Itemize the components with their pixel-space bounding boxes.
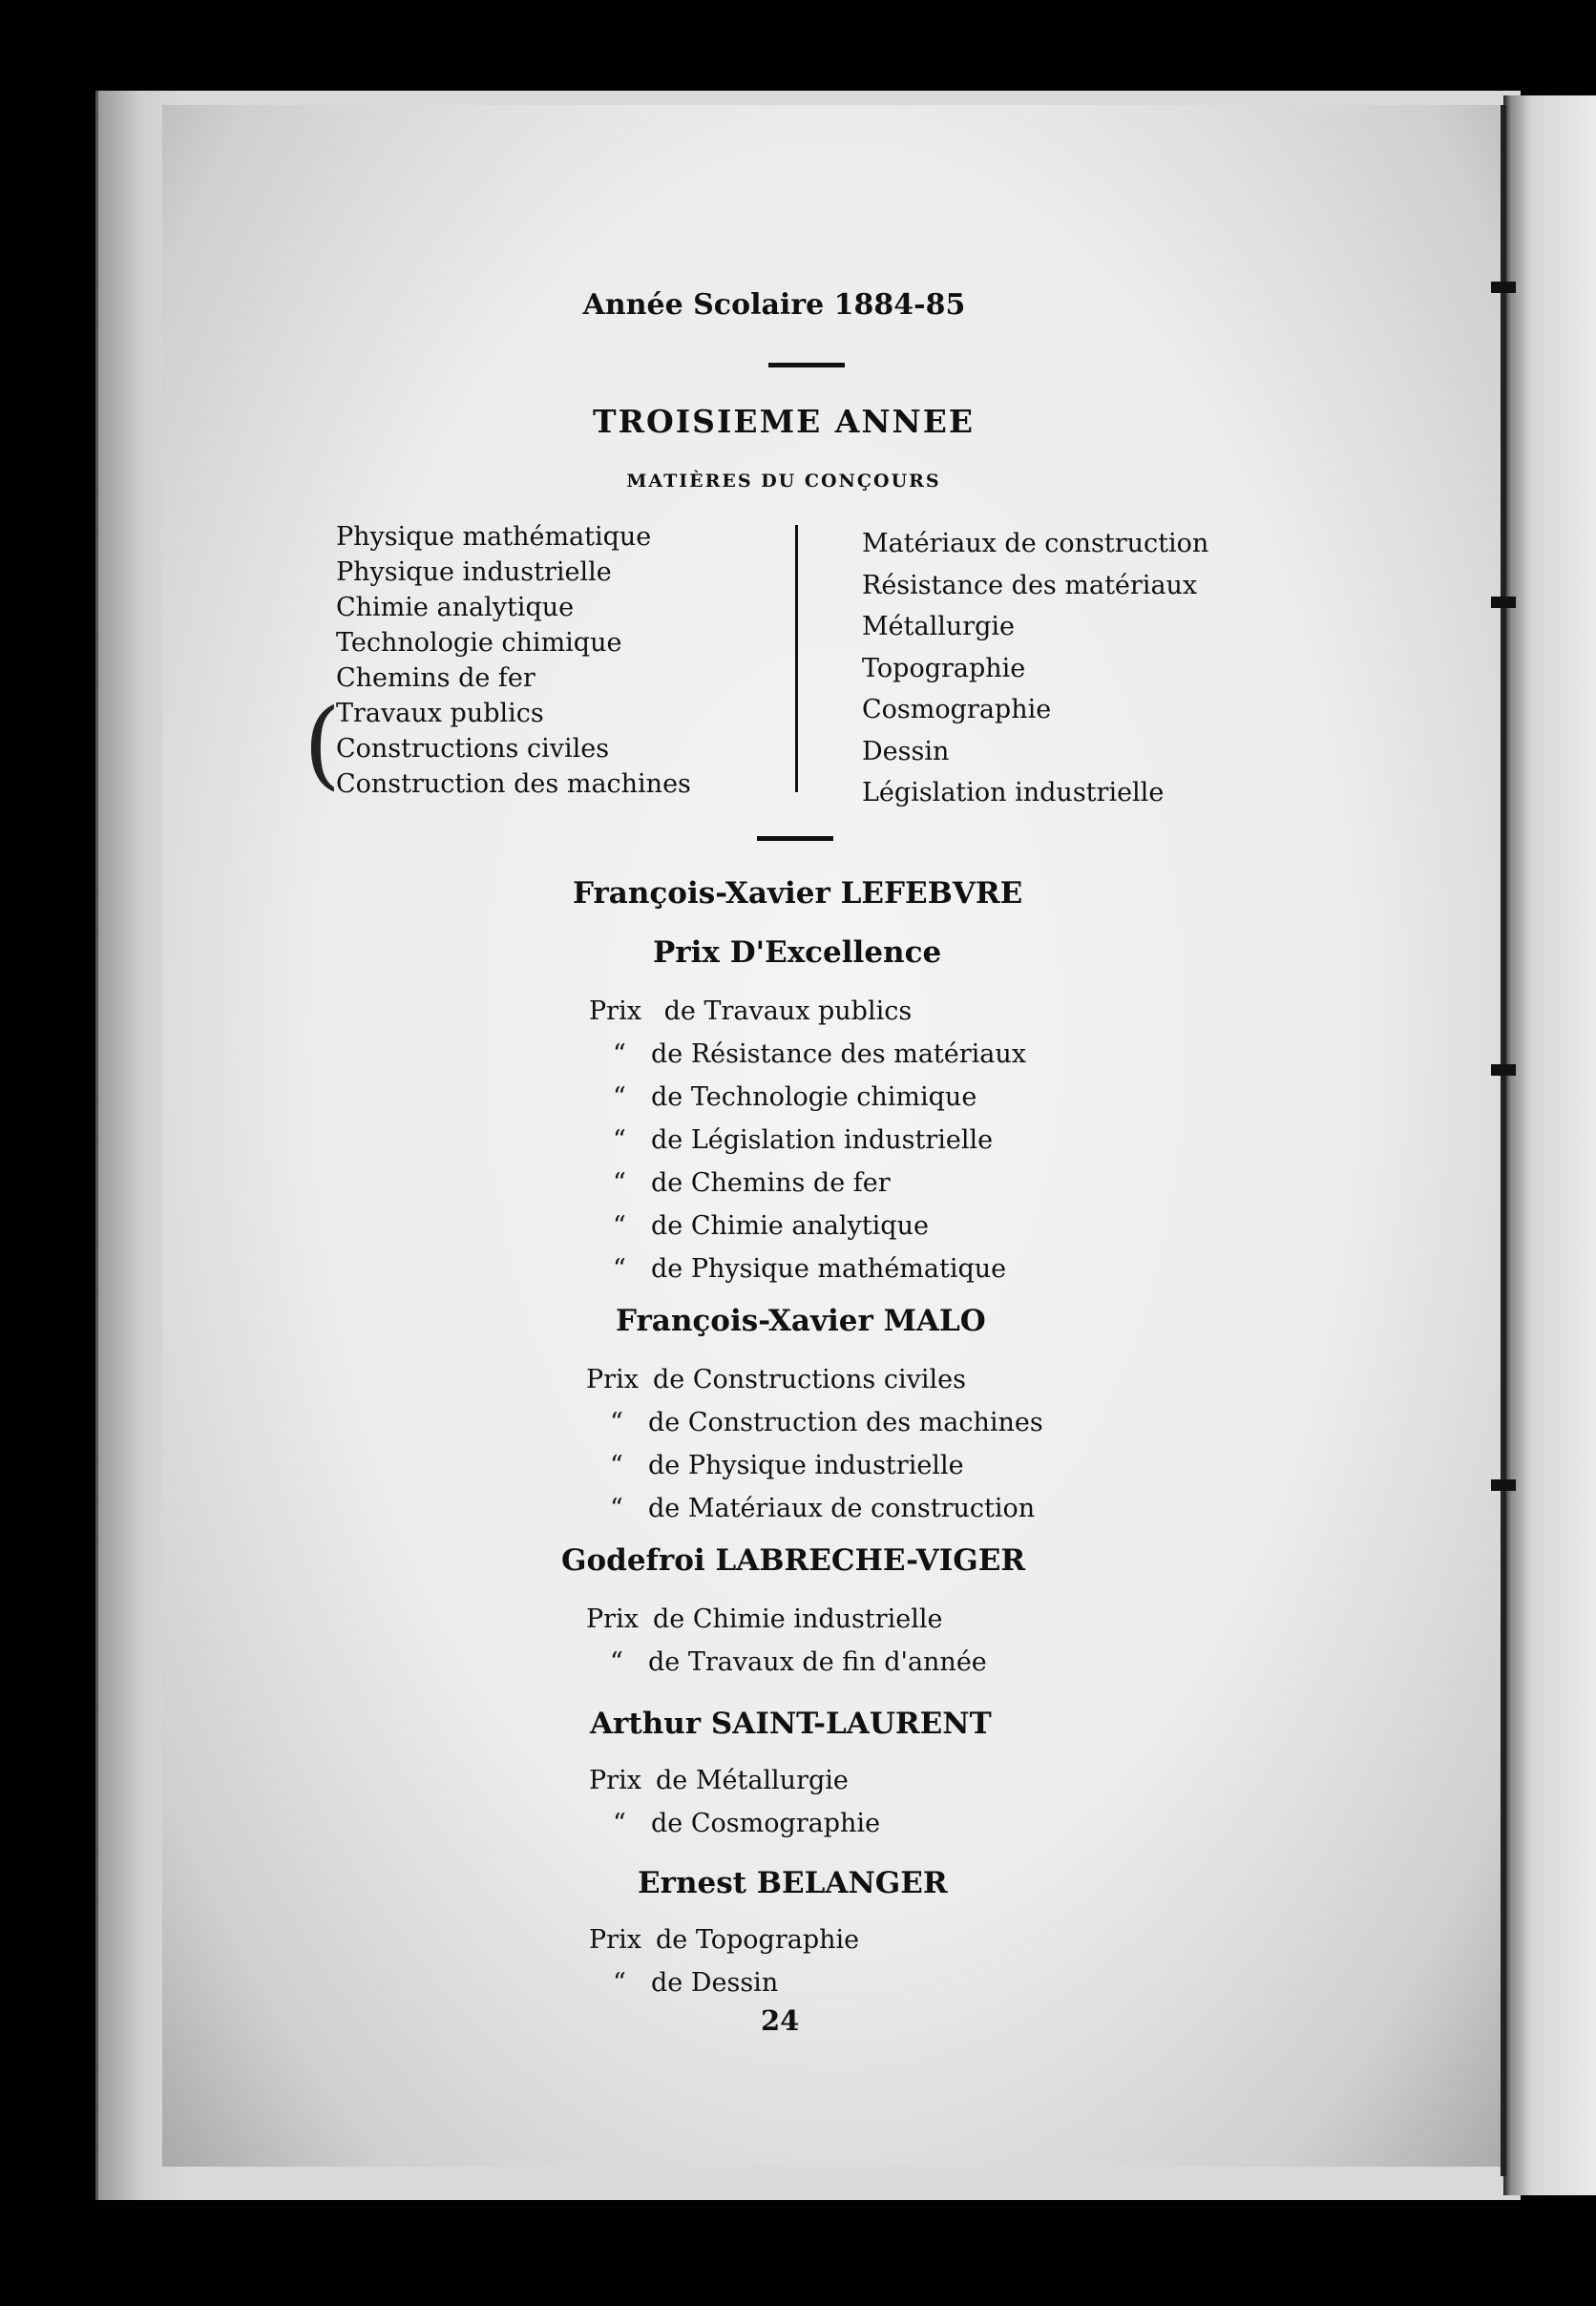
prize-lead: “ [613, 1809, 626, 1838]
column-divider [795, 525, 798, 792]
prize-line [589, 1918, 859, 1961]
prize-text: de Physique mathématique [651, 1254, 1007, 1284]
honor-title: Prix D'Excellence [653, 935, 942, 970]
prize-line [589, 1162, 1026, 1205]
prize-text: de Matériaux de construction [648, 1494, 1036, 1523]
prize-lead: “ [610, 1647, 623, 1677]
prize-lead: Prix [589, 1766, 641, 1795]
prize-list [589, 1759, 880, 1845]
prize-line [589, 1759, 880, 1802]
subject-item: Physique mathématique [336, 522, 652, 552]
winner-name: François-Xavier MALO [616, 1304, 986, 1338]
prize-lead: “ [610, 1408, 623, 1437]
subject-item: Chimie analytique [336, 593, 575, 622]
brace-mark: ( [304, 688, 342, 800]
subjects-right-column [862, 523, 1208, 814]
prize-text: de Constructions civiles [653, 1365, 966, 1394]
prize-lead: “ [613, 1211, 626, 1241]
subject-item: Résistance des matériaux [862, 570, 1198, 600]
page-number: 24 [761, 2004, 800, 2037]
prize-text: de Chemins de fer [651, 1168, 891, 1198]
divider-rule [757, 836, 833, 841]
prize-text: de Chimie industrielle [653, 1604, 943, 1634]
subject-item: Topographie [862, 653, 1026, 683]
prize-list [589, 1918, 859, 2004]
prize-lead: Prix [586, 1365, 639, 1394]
prize-lead: “ [613, 1254, 626, 1284]
prize-text: de Construction des machines [648, 1408, 1043, 1437]
winner-name: François-Xavier LEFEBVRE [573, 876, 1023, 911]
subjects-subheading: MATIÈRES DU CONÇOURS [626, 471, 941, 492]
prize-text: de Dessin [651, 1968, 779, 1998]
prize-lead: “ [613, 1125, 626, 1155]
page-title: TROISIEME ANNEE [593, 403, 975, 440]
prize-line [589, 1033, 1026, 1076]
prize-line [586, 1444, 1043, 1487]
subject-item: Métallurgie [862, 612, 1016, 641]
prize-text: de Travaux de fin d'année [648, 1647, 987, 1677]
prize-text: de Cosmographie [651, 1809, 881, 1838]
subject-item: Travaux publics [336, 699, 544, 728]
subject-item: Constructions civiles [336, 734, 610, 764]
prize-lead: Prix [586, 1604, 639, 1634]
prize-text: de Technologie chimique [651, 1082, 977, 1112]
prize-list [589, 990, 1026, 1290]
prize-line [589, 1076, 1026, 1119]
subject-item: Législation industrielle [862, 778, 1165, 807]
prize-text: de Métallurgie [656, 1766, 849, 1795]
subject-item: Chemins de fer [336, 663, 536, 693]
prize-line [586, 1487, 1043, 1530]
winner-name: Godefroi LABRECHE-VIGER [561, 1543, 1026, 1578]
winner-name: Ernest BELANGER [638, 1866, 948, 1900]
prize-text: de Travaux publics [663, 996, 913, 1026]
prize-lead: “ [610, 1451, 623, 1480]
prize-text: de Physique industrielle [648, 1451, 964, 1480]
subject-item: Dessin [862, 736, 950, 766]
subjects-left-column [336, 519, 691, 802]
prize-text: de Résistance des matériaux [651, 1039, 1027, 1069]
prize-lead: Prix [589, 1925, 641, 1955]
subject-item: Technologie chimique [336, 628, 622, 658]
binding-mark [1491, 597, 1516, 608]
prize-line [586, 1641, 987, 1684]
prize-lead: “ [613, 1168, 626, 1198]
prize-line [586, 1598, 987, 1641]
school-year-heading: Année Scolaire 1884-85 [582, 288, 966, 322]
prize-text: de Législation industrielle [651, 1125, 994, 1155]
prize-line [586, 1401, 1043, 1444]
prize-line [589, 990, 1026, 1033]
subject-item: Matériaux de construction [862, 529, 1209, 558]
prize-list [586, 1358, 1043, 1530]
prize-line [589, 1961, 859, 2004]
prize-line [589, 1205, 1026, 1247]
binding-mark [1491, 1479, 1516, 1491]
prize-line [589, 1119, 1026, 1162]
subject-item: Construction des machines [336, 769, 691, 799]
prize-lead: “ [610, 1494, 623, 1523]
prize-line [586, 1358, 1043, 1401]
subject-item: Cosmographie [862, 695, 1052, 724]
binding-mark [1491, 1064, 1516, 1076]
prize-lead: “ [613, 1968, 626, 1998]
divider-rule [768, 363, 845, 367]
winner-name: Arthur SAINT-LAURENT [590, 1707, 992, 1741]
prize-lead: “ [613, 1082, 626, 1112]
prize-lead: “ [613, 1039, 626, 1069]
prize-text: de Topographie [656, 1925, 860, 1955]
prize-line [589, 1247, 1026, 1290]
subject-item: Physique industrielle [336, 557, 612, 587]
prize-line [589, 1802, 880, 1845]
prize-text: de Chimie analytique [651, 1211, 929, 1241]
prize-lead: Prix [589, 996, 641, 1026]
prize-list [586, 1598, 987, 1684]
